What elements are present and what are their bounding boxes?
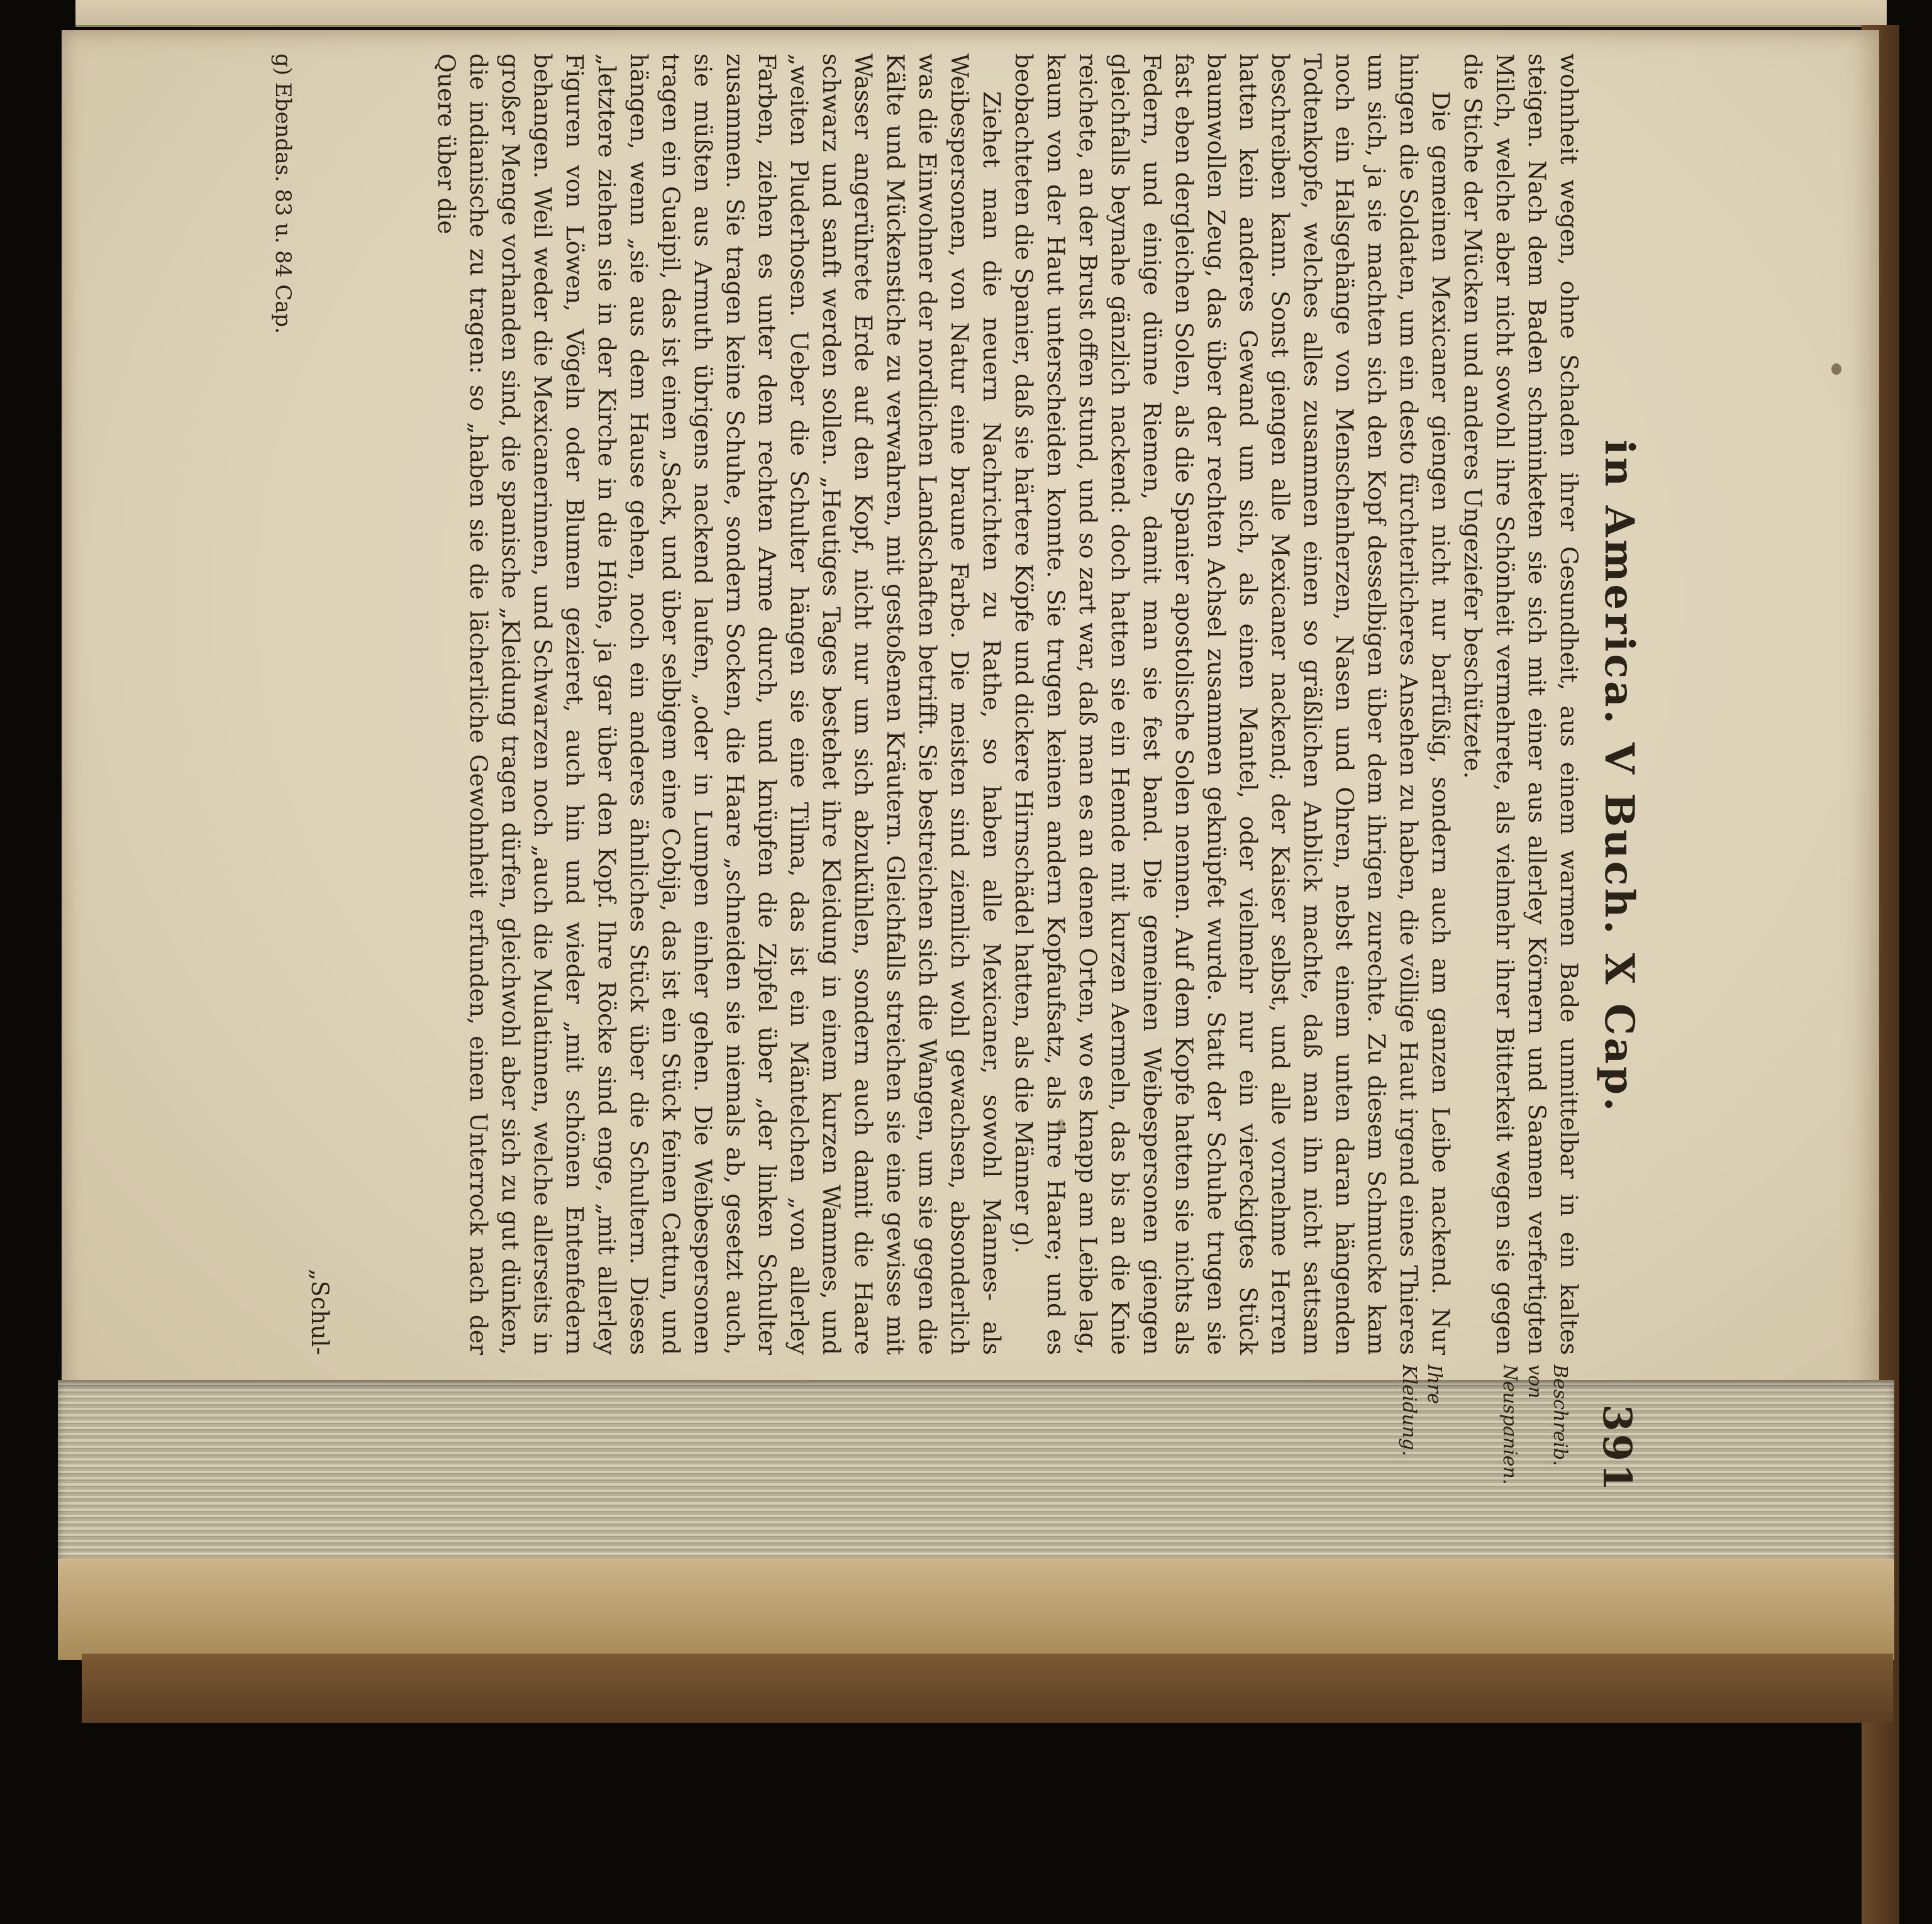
book-spine (82, 1654, 1893, 1723)
previous-page-edge (75, 0, 1887, 27)
margin-note-clothing: Ihre Kleidung. (1398, 1364, 1445, 1456)
catchword: „Schul- (306, 1268, 333, 1355)
footnote: g) Ebendas. 83 u. 84 Cap. (270, 53, 296, 334)
body-text (430, 53, 1585, 1500)
ink-spot (1831, 363, 1841, 375)
paragraph: Ziehet man die neuern Nachrichten zu Rathe, so haben alle Mexicaner, sowohl Mannes- als Weibespersonen, von Natur eine braune Farbe. Die meisten sind ziemlich wohl gewachsen, absonderlich was die Einwohner der nordlichen Landschaften betrifft. Sie bestreichen sich die Wangen, um sie gegen die Kälte und Mückenstiche zu verwahren, mit gestoßenen Kräutern. Gleichfalls streichen sie eine gewisse mit Wasser angerührete Erde auf den Kopf, nicht nur um sich abzukühlen, sondern auch damit die Haare schwarz und sanft werden sollen. „Heutiges Tages bestehet ihre Kleidung in einem kurzen Wammes, und „weiten Pluderhosen. Ueber die Schulter hängen sie eine Tilma, das ist ein Mäntelchen „von allerley Farben, ziehen es unter dem rechten Arme durch, und knüpfen die Zipfel über „der linken Schulter zusammen. Sie tragen keine Schuhe, sondern Socken, die Haare „schneiden sie niemals ab, gesetzt auch, sie müßten aus Armuth übrigens nackend laufen, „oder in Lumpen einher gehen. Die Weibespersonen tragen ein Guaipil, das ist einen „Sack, und über selbigem eine Cobija, das ist ein Stück feinen Cattun, und hängen, wenn „sie aus dem Hause gehen, noch ein anderes ähnliches Stück über die Schultern. Dieses „letztere ziehen sie in der Kirche in die Höhe, ja gar über den Kopf. Ihre Röcke sind enge, „mit allerley Figuren von Löwen, Vögeln oder Blumen gezieret, auch hin und wieder „mit schönen Entenfedern behangen. Weil weder die Mexicanerinnen, und Schwarzen noch „auch die Mulatinnen, welche allerseits in großer Menge vorhanden sind, die spanische „Kleidung tragen dürfen, gleichwohl aber sich zu gut dünken, die indianische zu tragen: so „haben sie die lächerliche Gewohnheit erfunden, einen Unterrock nach der Quere über die (433, 53, 1006, 1355)
running-title: in America. V Buch. X Cap. (1596, 439, 1643, 1114)
running-header (1585, 53, 1654, 1500)
page-edge-lower (58, 1559, 1894, 1660)
page-number: 391 (1594, 1404, 1640, 1493)
margin-note-description: Beschreib. von Neuspanien. (1499, 1364, 1571, 1485)
paragraph: Die gemeinen Mexicaner giengen nicht nur barfüßig, sondern auch am ganzen Leibe nackend. Nur hingen die Soldaten, um ein desto fürchterlicheres Ansehen zu haben, die völlige Haut irgend eines Thieres um sich, ja sie machten sich den Kopf desselbigen über dem ihrigen zurechte. Zu diesem Schmucke kam noch ein Halsgehänge von Menschenherzen, Nasen und Ohren, nebst einem unten daran hängenden Todtenkopfe, welches alles zusammen einen so gräßlichen Anblick machte, daß man ihn nicht sattsam beschreiben kann. Sonst giengen alle Mexicaner nackend; der Kaiser selbst, und alle vornehme Herren hatten kein anderes Gewand um sich, als einen Mantel, oder vielmehr nur ein viereckigtes Stück baumwollen Zeug, das über der rechten Achsel zusammen geknüpfet wurde. Statt der Schuhe trugen sie fast eben dergleichen Solen, als die Spanier apostolische Solen nennen. Auf dem Kopfe hatten sie nichts als Federn, und einige dünne Riemen, damit man sie fest band. Die gemeinen Weibespersonen giengen gleichfalls beynahe gänzlich nackend: doch hatten sie ein Hemde mit kurzen Aermeln, das bis an die Knie reichete, an der Brust offen stund, und so zart war, daß man es an denen Orten, wo es knapp am Leibe lag, kaum von der Haut unterscheiden konnte. Sie trugen keinen andern Kopfaufsatz, als ihre Haare; und es beobachteten die Spanier, daß sie härtere Köpfe und dickere Hirnschädel hatten, als die Männer g). (1010, 53, 1455, 1355)
rotated-text-block (245, 53, 1654, 1500)
paragraph: wohnheit wegen, ohne Schaden ihrer Gesundheit, aus einem warmen Bade unmittelbar in ein kaltes steigen. Nach dem Baden schminketen sie sich mit einer aus allerley Körnern und Saamen verfertigten Milch, welche aber nicht sowohl ihre Schönheit vermehrete, als vielmehr ihrer Bitterkeit wegen sie gegen die Stiche der Mücken und anderes Ungeziefer beschützete. (1459, 53, 1583, 1355)
